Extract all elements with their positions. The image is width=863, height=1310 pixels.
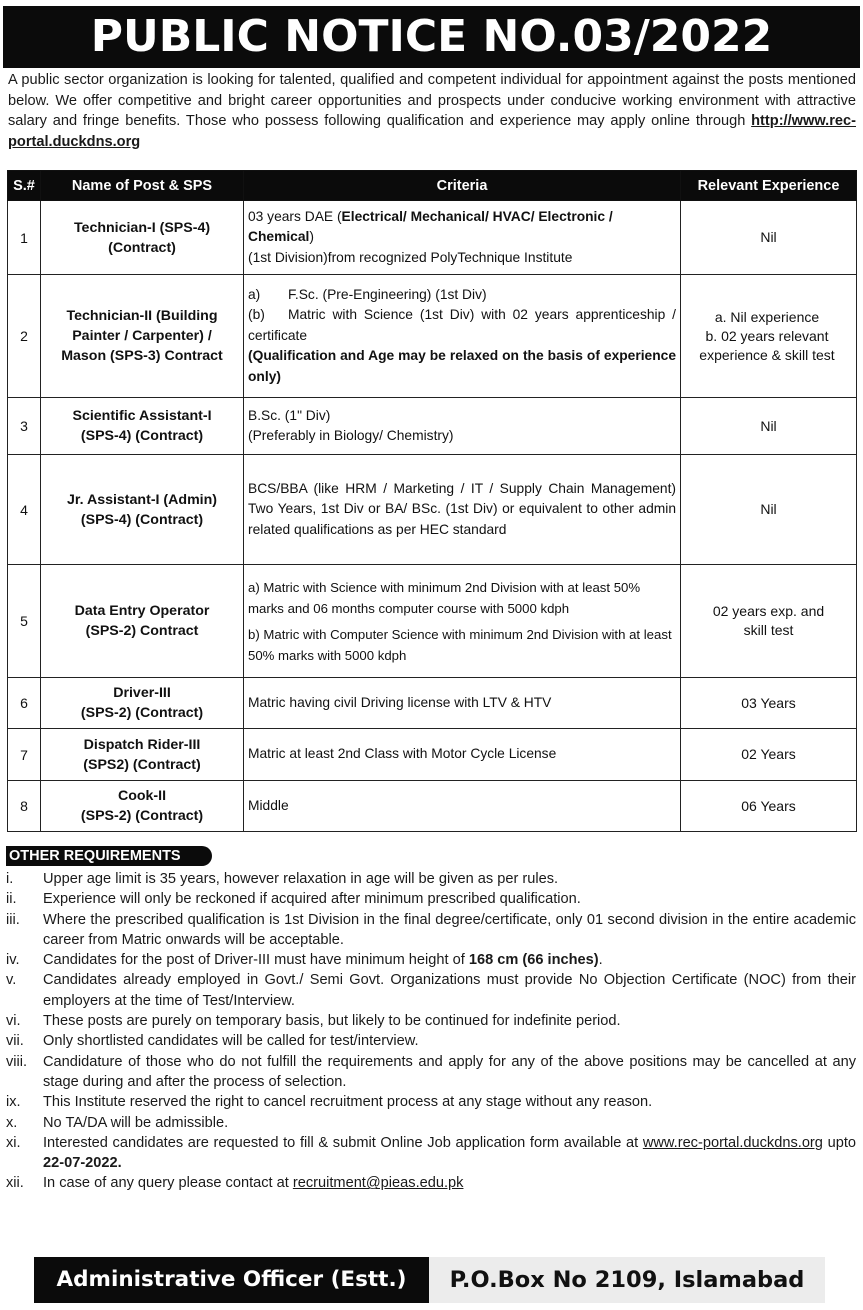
list-item <box>6 970 856 1011</box>
item-text-part: . <box>598 952 603 969</box>
col-header-criteria: Criteria <box>244 171 681 201</box>
item-text: Candidature of those who do not fulfill the requirements and apply for any of the above positions may be cancelled at any stage during and after the process of selection. <box>43 1053 856 1090</box>
criteria-text: b) Matric with Computer Science with minimum 2nd Division with at least 50% marks with 5000 kdph <box>248 626 672 663</box>
item-number: ix. <box>6 1094 21 1111</box>
row-post: Scientific Assistant-I (SPS-4) (Contract) <box>41 398 244 455</box>
row-post: Data Entry Operator (SPS-2) Contract <box>41 565 244 678</box>
item-text: Candidates already employed in Govt./ Semi Govt. Organizations must provide No Objection Certificate (NOC) from their employers at the time of Test/Interview. <box>43 972 856 1009</box>
list-item <box>6 869 856 889</box>
list-item <box>6 950 856 970</box>
email-link[interactable]: recruitment@pieas.edu.pk <box>292 1175 464 1192</box>
row-sn: 1 <box>8 201 41 275</box>
table-row <box>8 275 857 398</box>
row-criteria <box>244 729 681 781</box>
item-number: viii. <box>6 1053 28 1070</box>
item-number: i. <box>6 871 14 887</box>
row-sn: 2 <box>8 275 41 398</box>
list-item <box>6 889 856 909</box>
item-number: iv. <box>6 952 20 969</box>
row-criteria <box>244 398 681 455</box>
jobs-table <box>7 170 857 832</box>
item-number: xi. <box>6 1134 21 1151</box>
row-experience: Nil <box>681 201 857 275</box>
table-row <box>8 565 857 678</box>
list-item <box>6 1031 856 1051</box>
item-text: No TA/DA will be admissible. <box>43 1114 229 1131</box>
list-item <box>6 1052 856 1093</box>
item-number: iii. <box>6 911 20 928</box>
row-post: Technician-II (Building Painter / Carpenter) / Mason (SPS-3) Contract <box>41 275 244 398</box>
intro-paragraph <box>8 70 856 152</box>
row-sn: 6 <box>8 678 41 729</box>
row-criteria <box>244 275 681 398</box>
item-text: Only shortlisted candidates will be called for test/interview. <box>43 1033 419 1050</box>
table-header-row <box>8 171 857 201</box>
row-post: Dispatch Rider-III (SPS2) (Contract) <box>41 729 244 781</box>
other-requirements-heading: OTHER REQUIREMENTS <box>6 846 212 866</box>
item-number: x. <box>6 1114 18 1131</box>
criteria-text: Matric having civil Driving license with LTV & HTV <box>248 694 552 710</box>
row-experience: a. Nil experience b. 02 years relevant experience & skill test <box>681 275 857 398</box>
row-criteria <box>244 455 681 565</box>
table-row <box>8 201 857 275</box>
requirements-list <box>6 869 856 1194</box>
item-text-part: Interested candidates are requested to fill & submit Online Job application form available at <box>43 1134 643 1151</box>
row-experience: 02 Years <box>681 729 857 781</box>
row-post: Jr. Assistant-I (Admin) (SPS-4) (Contract) <box>41 455 244 565</box>
list-item <box>6 1092 856 1112</box>
row-post: Driver-III (SPS-2) (Contract) <box>41 678 244 729</box>
row-criteria <box>244 781 681 832</box>
item-text: This Institute reserved the right to cancel recruitment process at any stage without any reason. <box>43 1094 653 1111</box>
notice-title: PUBLIC NOTICE NO.03/2022 <box>3 6 860 68</box>
item-text: These posts are purely on temporary basis, but likely to be continued for indefinite period. <box>43 1013 621 1030</box>
table-row <box>8 729 857 781</box>
height-requirement: 168 cm (66 inches) <box>468 952 599 969</box>
criteria-text: (Preferably in Biology/ Chemistry) <box>248 428 454 443</box>
item-text-part: Candidates for the post of Driver-III must have minimum height of <box>43 952 469 969</box>
criteria-bold: (Qualification and Age may be relaxed on the basis of experience only) <box>248 348 676 384</box>
col-header-post: Name of Post & SPS <box>41 171 244 201</box>
row-sn: 4 <box>8 455 41 565</box>
list-item <box>6 910 856 951</box>
portal-link[interactable]: www.rec-portal.duckdns.org <box>642 1134 823 1151</box>
criteria-text: Middle <box>248 797 289 813</box>
table-row <box>8 398 857 455</box>
criteria-text: BCS/BBA (like HRM / Marketing / IT / Supply Chain Management) Two Years, 1st Div or BA/ BSc. (1st Div) or equivalent to other admin related qualifications as per HEC standard <box>248 480 676 537</box>
row-criteria <box>244 565 681 678</box>
po-box-address: P.O.Box No 2109, Islamabad <box>429 1257 825 1303</box>
row-experience: Nil <box>681 398 857 455</box>
item-text: Where the prescribed qualification is 1st Division in the final degree/certificate, only 01 second division in the entire academic career from Matric onwards will be acceptable. <box>43 911 856 948</box>
item-number: vii. <box>6 1033 24 1050</box>
table-row <box>8 678 857 729</box>
criteria-text: B.Sc. (1" Div) <box>248 407 331 423</box>
row-criteria <box>244 201 681 275</box>
list-item <box>6 1133 856 1174</box>
item-text <box>43 1133 856 1174</box>
criteria-text: F.Sc. (Pre-Engineering) (1st Div) <box>288 286 487 302</box>
criteria-label: (b) <box>248 307 265 323</box>
row-experience: 02 years exp. and skill test <box>681 565 857 678</box>
item-number: vi. <box>6 1013 21 1030</box>
item-text-part: upto <box>822 1134 856 1151</box>
col-header-experience: Relevant Experience <box>681 171 857 201</box>
row-experience: 06 Years <box>681 781 857 832</box>
item-text-part: In case of any query please contact at <box>43 1175 293 1192</box>
item-text: Experience will only be reckoned if acquired after minimum prescribed qualification. <box>43 891 581 908</box>
criteria-bold: Electrical/ Mechanical/ HVAC/ Electronic / Chemical <box>248 208 613 245</box>
row-post: Technician-I (SPS-4) (Contract) <box>41 201 244 275</box>
row-sn: 7 <box>8 729 41 781</box>
portal-link[interactable]: http://www.rec-portal.duckdns.org <box>8 113 856 150</box>
criteria-text: (1st Division)from recognized PolyTechnique Institute <box>248 249 573 265</box>
list-item <box>6 1173 856 1193</box>
administrative-officer-label: Administrative Officer (Estt.) <box>34 1257 429 1303</box>
item-text <box>43 950 856 970</box>
item-number: ii. <box>6 891 17 908</box>
criteria-label: a) <box>248 286 261 302</box>
item-text: Upper age limit is 35 years, however relaxation in age will be given as per rules. <box>43 871 559 887</box>
list-item <box>6 1011 856 1031</box>
col-header-sn: S.# <box>8 171 41 201</box>
intro-text: A public sector organization is looking for talented, qualified and competent individual for appointment against the posts mentioned below. We offer competitive and bright career opportunities and prospects under conducive working environment with attractive salary and fringe benefits. Those who possess following qualification and experience may apply online through <box>8 72 856 129</box>
criteria-text: Matric at least 2nd Class with Motor Cycle License <box>248 746 557 762</box>
table-row <box>8 781 857 832</box>
row-sn: 3 <box>8 398 41 455</box>
row-sn: 5 <box>8 565 41 678</box>
item-number: v. <box>6 972 17 989</box>
deadline-date: 22-07-2022. <box>43 1155 122 1172</box>
row-sn: 8 <box>8 781 41 832</box>
criteria-text: 03 years DAE ( <box>248 208 342 224</box>
criteria-text: a) Matric with Science with minimum 2nd Division with at least 50% marks and 06 months computer course with 5000 kdph <box>248 579 641 616</box>
item-text <box>43 1173 856 1193</box>
row-post: Cook-II (SPS-2) (Contract) <box>41 781 244 832</box>
table-row <box>8 455 857 565</box>
row-experience: 03 Years <box>681 678 857 729</box>
row-criteria <box>244 678 681 729</box>
criteria-text: ) <box>309 229 314 245</box>
row-experience: Nil <box>681 455 857 565</box>
list-item <box>6 1113 856 1133</box>
item-number: xii. <box>6 1175 24 1192</box>
criteria-text: Matric with Science (1st Div) with 02 years apprenticeship / certificate <box>248 307 676 343</box>
